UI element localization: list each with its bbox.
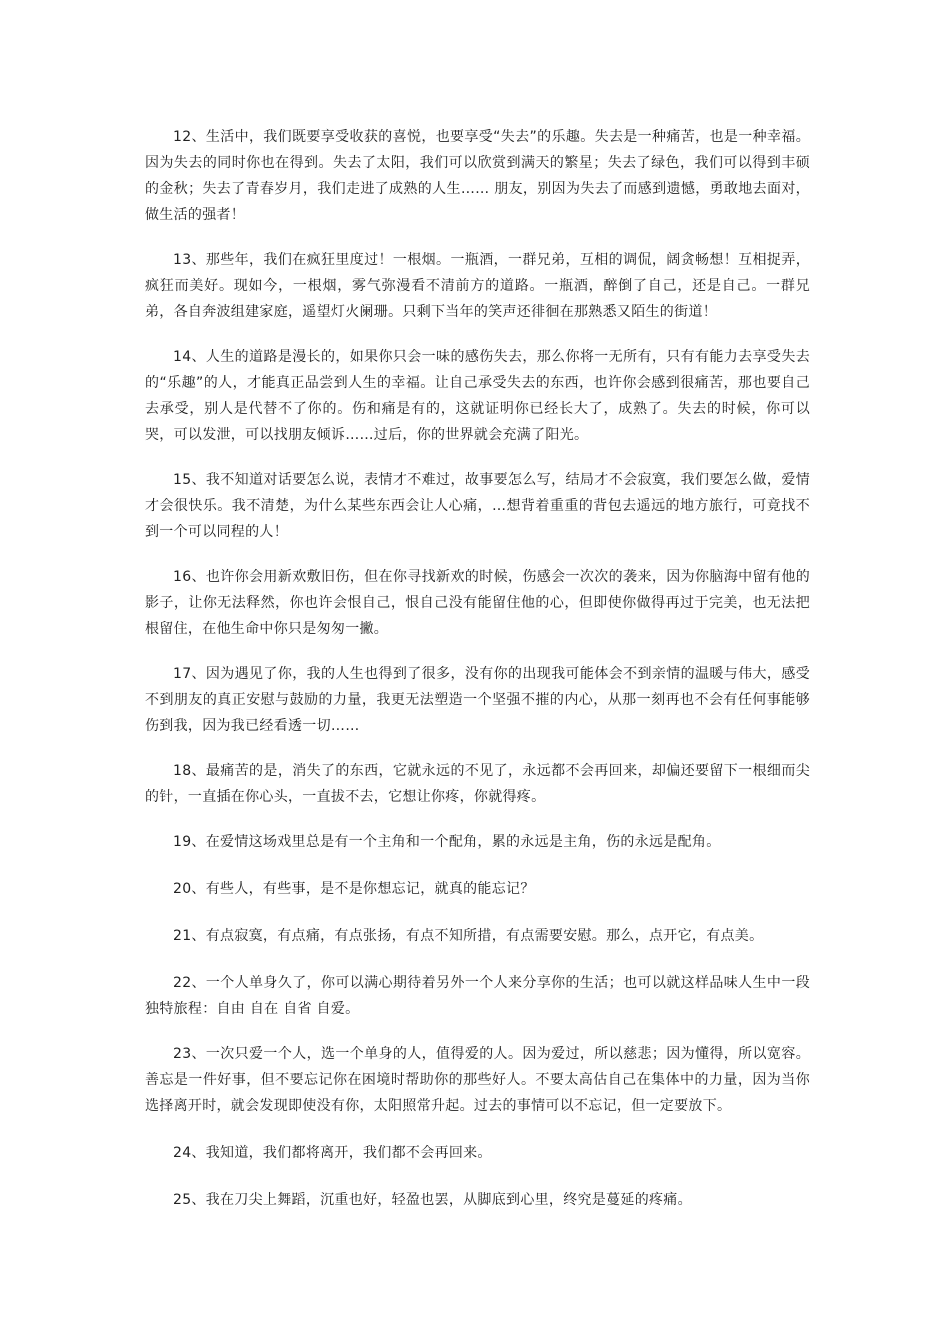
paragraph-21: 21、有点寂寞，有点痛，有点张扬，有点不知所措，有点需要安慰。那么，点开它，有点美。 <box>173 928 764 944</box>
paragraph-13: 13、那些年，我们在疯狂里度过！一根烟。一瓶酒，一群兄弟，互相的调侃，阔贪畅想！互相捉弄，疯狂而美好。现如今，一根烟，雾气弥漫看不清前方的道路。一瓶酒，醉倒了自己，还是自己。一群兄弟，各自奔波组建家庭，遥望灯火阑珊。只剩下当年的笑声还徘徊在那熟悉又陌生的街道！ <box>145 252 810 320</box>
paragraph-24: 24、我知道，我们都将离开，我们都不会再回来。 <box>173 1145 492 1161</box>
paragraph-25: 25、我在刀尖上舞蹈，沉重也好，轻盈也罢，从脚底到心里，终究是蔓延的疼痛。 <box>173 1192 692 1208</box>
paragraph-15: 15、我不知道对话要怎么说，表情才不难过，故事要怎么写，结局才不会寂寞，我们要怎么做，爱情才会很快乐。我不清楚，为什么某些东西会让人心痛，…想背着重重的背包去遥远的地方旅行，可竟找不到一个可以同程的人！ <box>145 472 810 540</box>
paragraph-17: 17、因为遇见了你，我的人生也得到了很多，没有你的出现我可能体会不到亲情的温暖与伟大，感受不到朋友的真正安慰与鼓励的力量，我更无法塑造一个坚强不摧的内心，从那一刻再也不会有任何事能够伤到我，因为我已经看透一切…… <box>145 666 810 734</box>
paragraph-18: 18、最痛苦的是，消失了的东西，它就永远的不见了，永远都不会再回来，却偏还要留下一根细而尖的针，一直插在你心头，一直拔不去，它想让你疼，你就得疼。 <box>145 763 810 805</box>
paragraph-20: 20、有些人，有些事，是不是你想忘记，就真的能忘记？ <box>173 881 535 897</box>
paragraph-19: 19、在爱情这场戏里总是有一个主角和一个配角，累的永远是主角，伤的永远是配角。 <box>173 834 721 850</box>
paragraph-16: 16、也许你会用新欢敷旧伤，但在你寻找新欢的时候，伤感会一次次的袭来，因为你脑海中留有他的影子，让你无法释然，你也许会恨自己，恨自己没有能留住他的心，但即使你做得再过于完美，也无法把根留住，在他生命中你只是匆匆一撇。 <box>145 569 810 637</box>
paragraph-22: 22、一个人单身久了，你可以满心期待着另外一个人来分享你的生活；也可以就这样品味人生中一段独特旅程：自由 自在 自省 自爱。 <box>145 975 810 1017</box>
paragraph-23: 23、一次只爱一个人，选一个单身的人，值得爱的人。因为爱过，所以慈悲；因为懂得，所以宽容。善忘是一件好事，但不要忘记你在困境时帮助你的那些好人。不要太高估自己在集体中的力量，因为当你选择离开时，就会发现即使没有你，太阳照常升起。过去的事情可以不忘记，但一定要放下。 <box>145 1046 810 1114</box>
paragraph-12: 12、生活中，我们既要享受收获的喜悦，也要享受“失去”的乐趣。失去是一种痛苦，也是一种幸福。因为失去的同时你也在得到。失去了太阳，我们可以欣赏到满天的繁星；失去了绿色，我们可以得到丰硕的金秋；失去了青春岁月，我们走进了成熟的人生…… 朋友，别因为失去了而感到遗憾，勇敢地去面对，做生活的强者！ <box>145 129 810 223</box>
paragraph-14: 14、人生的道路是漫长的，如果你只会一味的感伤失去，那么你将一无所有，只有有能力去享受失去的“乐趣”的人，才能真正品尝到人生的幸福。让自己承受失去的东西，也许你会感到很痛苦，那也要自己去承受，别人是代替不了你的。伤和痛是有的，这就证明你已经长大了，成熟了。失去的时候，你可以哭，可以发泄，可以找朋友倾诉……过后，你的世界就会充满了阳光。 <box>145 349 810 443</box>
